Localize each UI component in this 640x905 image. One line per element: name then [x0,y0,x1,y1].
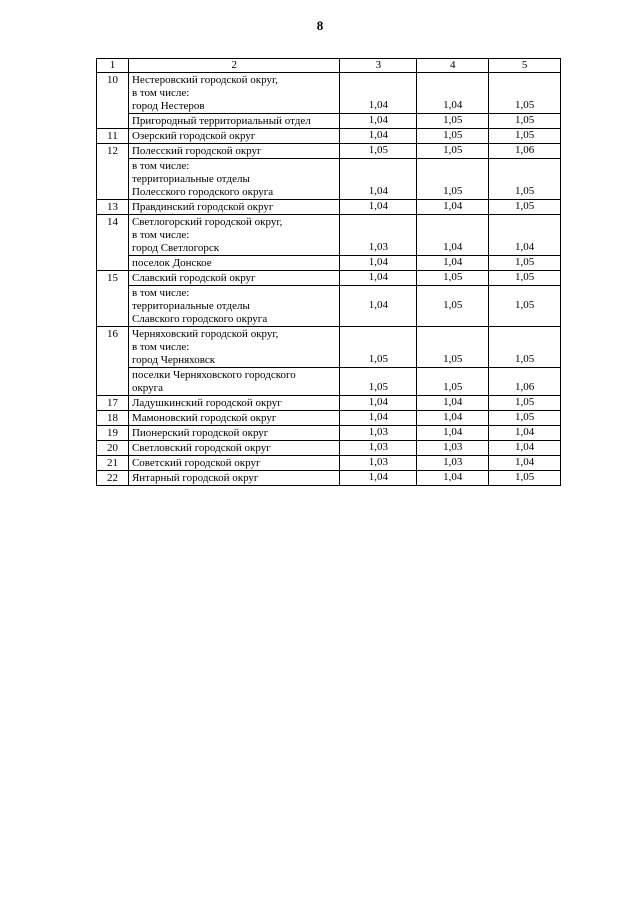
coefficient-3: 1,04 [340,271,417,286]
coefficient-3: 1,04 [340,396,417,411]
table-row [97,129,561,144]
coefficient-5: 1,05 [489,114,561,129]
row-number: 19 [97,426,129,441]
coefficient-5: 1,05 [489,129,561,144]
district-name [128,327,340,368]
district-name [128,215,340,256]
coefficient-4: 1,04 [417,73,489,114]
coefficient-5: 1,04 [489,426,561,441]
row-number: 17 [97,396,129,411]
coefficient-4: 1,04 [417,396,489,411]
coefficient-4: 1,04 [417,215,489,256]
coefficient-5: 1,05 [489,396,561,411]
row-number: 21 [97,456,129,471]
column-header: 1 [97,59,129,73]
column-header: 3 [340,59,417,73]
table-row [97,286,561,327]
district-name-line: город Нестеров [131,100,205,112]
coefficient-3: 1,04 [340,200,417,215]
district-name [128,73,340,114]
row-number: 15 [97,271,129,327]
coefficient-4: 1,03 [417,456,489,471]
table-row [97,144,561,159]
district-name-line: город Светлогорск [131,242,220,254]
coefficient-4: 1,04 [417,426,489,441]
coefficient-3: 1,03 [340,456,417,471]
table-row [97,271,561,286]
row-number: 14 [97,215,129,271]
coefficient-5: 1,05 [489,471,561,486]
district-name-line: Озерский городской округ [131,130,256,142]
district-name-line: территориальные отделы [131,173,250,185]
coefficient-4: 1,05 [417,159,489,200]
district-name-line: город Черняховск [131,354,216,366]
table-row [97,327,561,368]
coefficient-3: 1,03 [340,441,417,456]
district-name [128,456,340,471]
coefficient-4: 1,05 [417,129,489,144]
row-number: 11 [97,129,129,144]
district-name [128,256,340,271]
coefficient-5: 1,04 [489,441,561,456]
table-row [97,159,561,200]
coefficient-3: 1,04 [340,411,417,426]
district-name-line: в том числе: [131,229,190,241]
table-row [97,368,561,396]
district-name-line: поселки Черняховского городского [131,369,296,381]
coefficient-4: 1,04 [417,471,489,486]
coefficient-5: 1,05 [489,327,561,368]
coefficient-3: 1,04 [340,114,417,129]
coefficients-table [96,58,561,486]
district-name [128,286,340,327]
column-header: 2 [128,59,340,73]
table-row [97,396,561,411]
coefficient-4: 1,05 [417,286,489,327]
coefficient-4: 1,05 [417,368,489,396]
district-name [128,396,340,411]
district-name-line: Черняховский городской округ, [131,328,279,340]
coefficient-3: 1,04 [340,129,417,144]
district-name-line: Полесский городской округ [131,145,262,157]
coefficient-5: 1,06 [489,368,561,396]
district-name-line: Светлогорский городской округ, [131,216,283,228]
district-name [128,159,340,200]
table-row [97,215,561,256]
coefficient-5: 1,05 [489,200,561,215]
coefficient-5: 1,05 [489,411,561,426]
district-name-line: Ладушкинский городской округ [131,397,282,409]
coefficient-4: 1,03 [417,441,489,456]
coefficient-5: 1,04 [489,215,561,256]
row-number: 22 [97,471,129,486]
row-number: 16 [97,327,129,396]
coefficient-4: 1,04 [417,200,489,215]
district-name-line: Полесского городского округа [131,186,274,198]
district-name-line: в том числе: [131,341,190,353]
coefficient-4: 1,05 [417,144,489,159]
page-number: 8 [316,18,324,33]
coefficient-3: 1,03 [340,215,417,256]
district-name-line: округа [131,382,164,394]
coefficient-5: 1,05 [489,73,561,114]
district-name-line: Нестеровский городской округ, [131,74,279,86]
table-row [97,114,561,129]
district-name [128,471,340,486]
coefficient-3: 1,03 [340,426,417,441]
table-row [97,471,561,486]
district-name [128,144,340,159]
district-name-line: Советский городской округ [131,457,261,469]
coefficient-4: 1,05 [417,114,489,129]
coefficient-4: 1,04 [417,411,489,426]
district-name [128,411,340,426]
coefficient-5: 1,05 [489,286,561,327]
coefficient-5: 1,05 [489,271,561,286]
coefficient-3: 1,04 [340,73,417,114]
coefficient-4: 1,05 [417,271,489,286]
column-header: 5 [489,59,561,73]
table-row [97,200,561,215]
district-name [128,271,340,286]
district-name-line: поселок Донское [131,257,212,269]
coefficient-4: 1,05 [417,327,489,368]
district-name-line: Янтарный городской округ [131,472,259,484]
district-name-line: Пионерский городской округ [131,427,269,439]
coefficient-5: 1,05 [489,256,561,271]
district-name-line: Мамоновский городской округ [131,412,277,424]
district-name [128,114,340,129]
coefficient-3: 1,04 [340,159,417,200]
table-row [97,411,561,426]
district-name-line: Славского городского округа [131,313,268,325]
district-name [128,426,340,441]
coefficient-4: 1,04 [417,256,489,271]
table-row [97,73,561,114]
coefficient-5: 1,05 [489,159,561,200]
district-name-line: Славский городской округ [131,272,256,284]
table-row [97,456,561,471]
coefficient-3: 1,05 [340,327,417,368]
header-row [97,59,561,73]
coefficient-3: 1,05 [340,368,417,396]
district-name [128,368,340,396]
row-number: 20 [97,441,129,456]
column-header: 4 [417,59,489,73]
coefficient-3: 1,05 [340,144,417,159]
table-row [97,441,561,456]
district-name-line: в том числе: [131,87,190,99]
district-name-line: территориальные отделы [131,300,250,312]
coefficient-5: 1,06 [489,144,561,159]
row-number: 10 [97,73,129,129]
table-row [97,426,561,441]
district-name-line: Правдинский городской округ [131,201,274,213]
district-name [128,200,340,215]
district-name [128,129,340,144]
district-name-line: в том числе: [131,160,190,172]
coefficient-3: 1,04 [340,256,417,271]
row-number: 13 [97,200,129,215]
district-name-line: Светловский городской округ [131,442,271,454]
table-body [97,73,561,486]
row-number: 18 [97,411,129,426]
table-row [97,256,561,271]
coefficient-3: 1,04 [340,286,417,327]
district-name-line: Пригородный территориальный отдел [131,115,311,127]
row-number: 12 [97,144,129,200]
district-name-line: в том числе: [131,287,190,299]
coefficient-3: 1,04 [340,471,417,486]
district-name [128,441,340,456]
coefficient-5: 1,04 [489,456,561,471]
